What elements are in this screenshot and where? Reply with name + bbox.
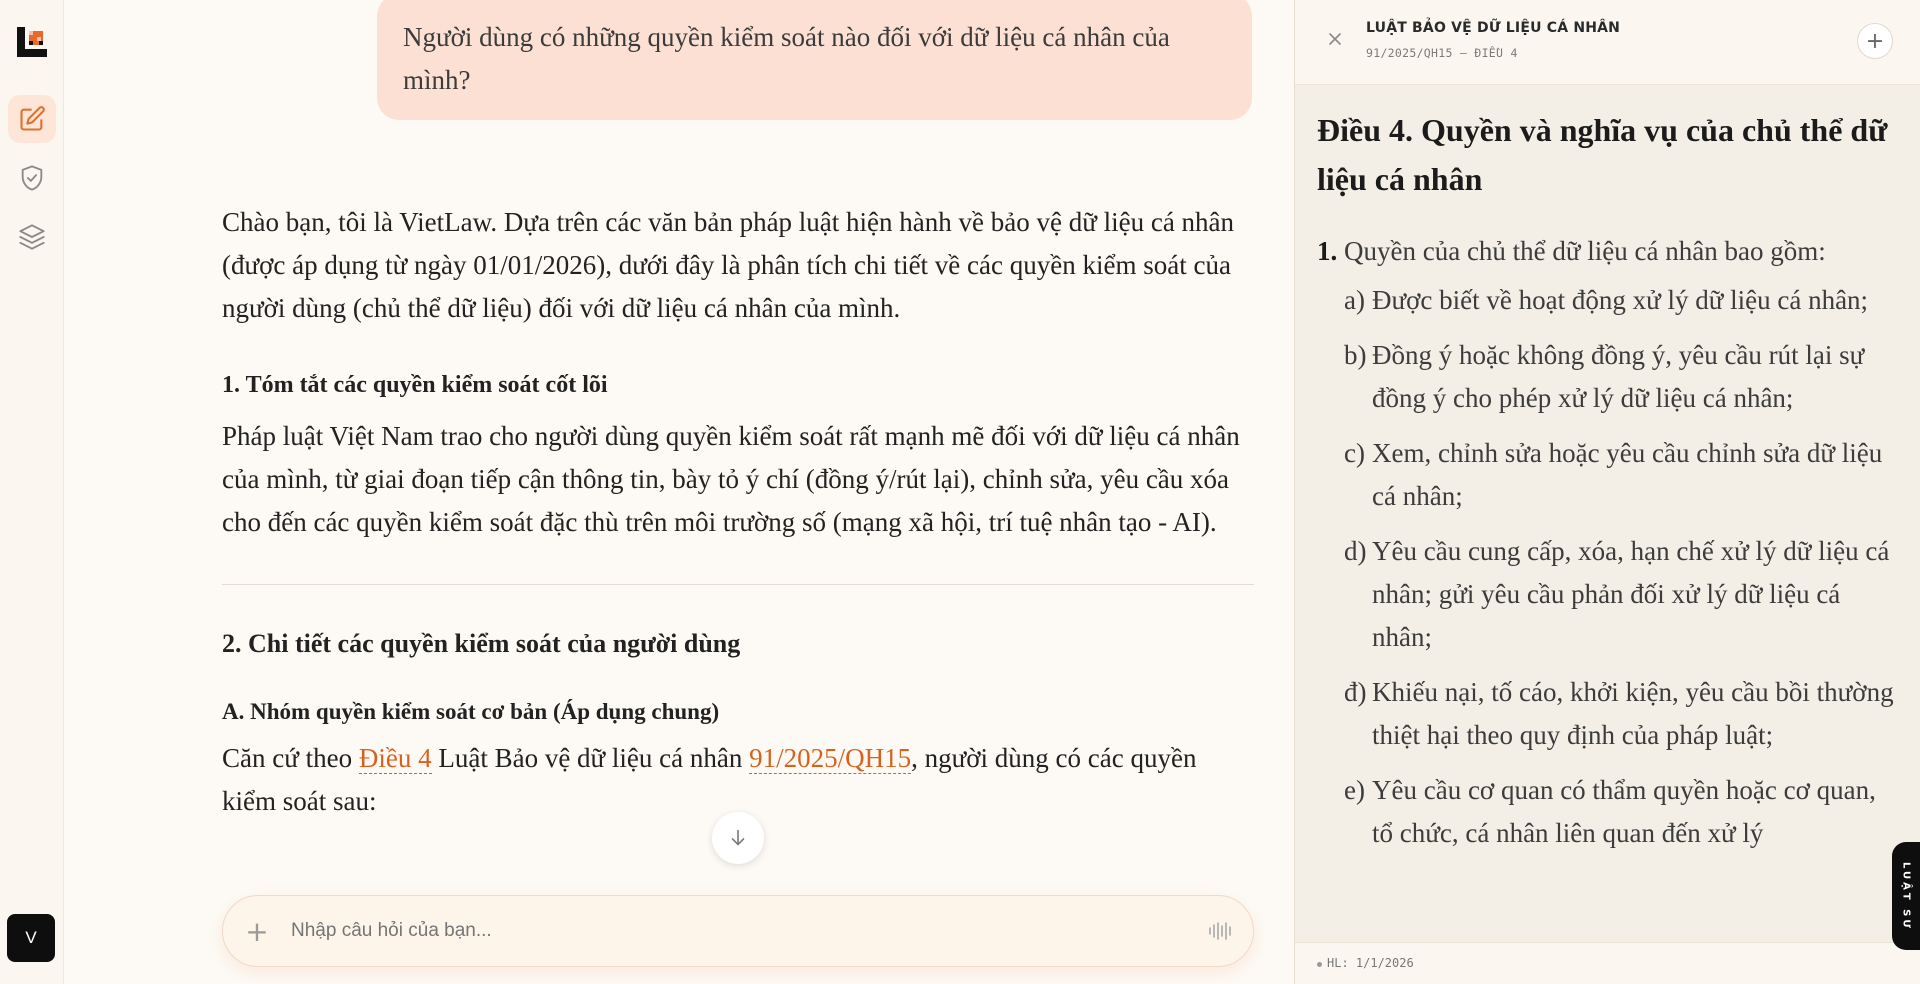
plus-icon: + bbox=[245, 914, 269, 948]
item-key: đ) bbox=[1344, 677, 1367, 707]
item-key: d) bbox=[1344, 536, 1367, 566]
chat-area bbox=[64, 0, 1294, 984]
status-dot bbox=[1317, 962, 1322, 967]
article-title: Điều 4. Quyền và nghĩa vụ của chủ thể dữ liệu cá nhân bbox=[1317, 112, 1888, 197]
new-chat-button[interactable] bbox=[8, 95, 56, 143]
question-input[interactable] bbox=[291, 920, 1189, 942]
shield-check-icon bbox=[18, 164, 46, 192]
law-reference-panel bbox=[1294, 0, 1920, 984]
composer bbox=[222, 895, 1254, 967]
list-item bbox=[1317, 279, 1897, 322]
plus-icon: + bbox=[1865, 28, 1885, 54]
list-item bbox=[1317, 334, 1897, 420]
arrow-down-icon bbox=[727, 827, 749, 849]
list-item bbox=[1317, 530, 1897, 659]
layers-icon bbox=[18, 223, 46, 251]
section1-heading: 1. Tóm tắt các quyền kiểm soát cốt lõi bbox=[222, 372, 608, 398]
left-sidebar bbox=[0, 0, 64, 984]
voice-button[interactable] bbox=[1189, 920, 1253, 942]
panel-subtitle: 91/2025/QH15 — ĐIỀU 4 bbox=[1366, 46, 1518, 60]
effective-date: HL: 1/1/2026 bbox=[1327, 956, 1414, 970]
scroll-down-button[interactable] bbox=[712, 812, 764, 864]
item-text: Yêu cầu cơ quan có thẩm quyền hoặc cơ quan, tổ chức, cá nhân liên quan đến xử lý bbox=[1372, 775, 1876, 848]
basis-mid: Luật Bảo vệ dữ liệu cá nhân bbox=[431, 743, 750, 773]
panel-title: LUẬT BẢO VỆ DỮ LIỆU CÁ NHÂN bbox=[1366, 20, 1621, 36]
item-key: a) bbox=[1344, 285, 1365, 315]
item-text: Yêu cầu cung cấp, xóa, hạn chế xử lý dữ liệu cá nhân; gửi yêu cầu phản đối xử lý dữ liệu cá nhân; bbox=[1372, 536, 1890, 652]
clause-number: 1. bbox=[1317, 236, 1338, 266]
item-key: c) bbox=[1344, 438, 1365, 468]
close-icon[interactable] bbox=[1325, 29, 1345, 49]
section2-heading: 2. Chi tiết các quyền kiểm soát của người dùng bbox=[222, 629, 741, 658]
panel-add-button[interactable] bbox=[1857, 23, 1893, 59]
assistant-answer bbox=[222, 201, 1254, 823]
list-item bbox=[1317, 432, 1897, 518]
answer-intro: Chào bạn, tôi là VietLaw. Dựa trên các văn bản pháp luật hiện hành về bảo vệ dữ liệu cá nhân (được áp dụng từ ngày 01/01/2026), dưới đây là phân tích chi tiết về các quyền kiểm soát của người dùng (chủ thể dữ liệu) đối với dữ liệu cá nhân của mình. bbox=[222, 207, 1235, 323]
article-content bbox=[1317, 106, 1897, 867]
item-text: Đồng ý hoặc không đồng ý, yêu cầu rút lại sự đồng ý cho phép xử lý dữ liệu cá nhân; bbox=[1372, 340, 1865, 413]
library-button[interactable] bbox=[8, 213, 56, 261]
basis-paragraph bbox=[222, 737, 1254, 823]
section1-body: Pháp luật Việt Nam trao cho người dùng quyền kiểm soát rất mạnh mẽ đối với dữ liệu cá nhân của mình, từ giai đoạn tiếp cận thông tin, bày tỏ ý chí (đồng ý/rút lại), chỉnh sửa, yêu cầu xóa cho đến các quyền kiểm soát đặc thù trên môi trường số (mạng xã hội, trí tuệ nhân tạo - AI). bbox=[222, 421, 1240, 537]
clause-text: Quyền của chủ thể dữ liệu cá nhân bao gồm: bbox=[1344, 236, 1826, 266]
article-4-link[interactable]: Điều 4 bbox=[358, 743, 432, 773]
panel-header bbox=[1295, 0, 1920, 85]
privacy-button[interactable] bbox=[8, 154, 56, 202]
item-text: Được biết về hoạt động xử lý dữ liệu cá nhân; bbox=[1372, 285, 1869, 315]
panel-footer bbox=[1295, 942, 1920, 984]
item-key: b) bbox=[1344, 340, 1367, 370]
divider bbox=[222, 584, 1254, 585]
item-key: e) bbox=[1344, 775, 1365, 805]
logo-icon[interactable] bbox=[17, 27, 47, 57]
subsection-a-heading: A. Nhóm quyền kiểm soát cơ bản (Áp dụng chung) bbox=[222, 699, 720, 724]
avatar[interactable]: V bbox=[7, 914, 55, 962]
basis-suffix: , người dùng có các quyền kiểm soát sau: bbox=[222, 743, 1197, 816]
edit-icon bbox=[18, 105, 46, 133]
user-message-bubble: Người dùng có những quyền kiểm soát nào đối với dữ liệu cá nhân của mình? bbox=[377, 0, 1252, 120]
clause-1 bbox=[1317, 230, 1897, 273]
clause-items bbox=[1317, 279, 1897, 855]
attach-button[interactable] bbox=[223, 915, 291, 948]
item-text: Xem, chỉnh sửa hoặc yêu cầu chỉnh sửa dữ liệu cá nhân; bbox=[1372, 438, 1883, 511]
item-text: Khiếu nại, tố cáo, khởi kiện, yêu cầu bồi thường thiệt hại theo quy định của pháp luật; bbox=[1372, 677, 1894, 750]
list-item bbox=[1317, 671, 1897, 757]
basis-prefix: Căn cứ theo bbox=[222, 743, 359, 773]
waveform-icon bbox=[1208, 920, 1234, 942]
law-number-link[interactable]: 91/2025/QH15 bbox=[749, 743, 912, 773]
list-item bbox=[1317, 769, 1897, 855]
lawyer-tab[interactable]: LUẬT SƯ bbox=[1892, 842, 1920, 950]
